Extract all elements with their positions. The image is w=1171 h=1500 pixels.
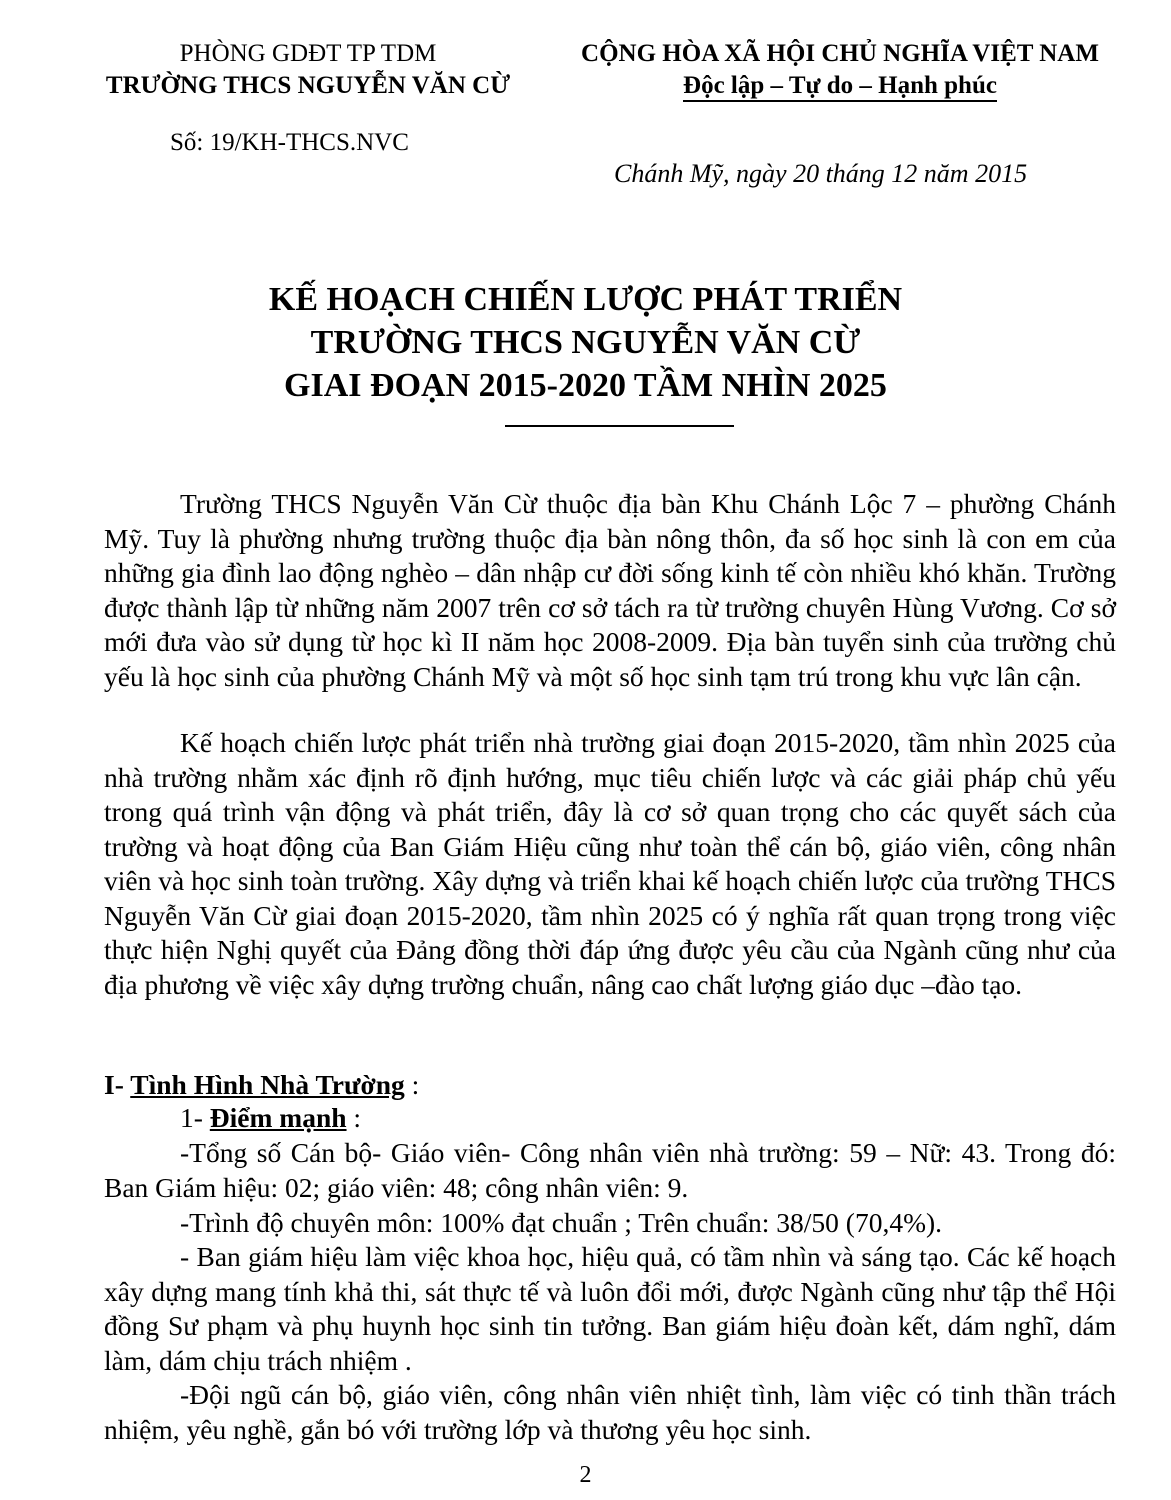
section-prefix: I- [104,1069,131,1100]
strength-item: - Ban giám hiệu làm việc khoa học, hiệu quả, có tầm nhìn và sáng tạo. Các kế hoạch xây dựng mang tính khả thi, sát thực tế và luôn đổi mới, được Ngành cũng như tập thể Hội đồng Sư phạm và phụ huynh học sinh tin tưởng. Ban giám hiệu đoàn kết, dám nghĩ, dám làm, dám chịu trách nhiệm . [104,1241,1116,1376]
authority-name: PHÒNG GDĐT TP TDM [179,40,437,67]
place-date: Chánh Mỹ, ngày 20 tháng 12 năm 2015 [614,159,1028,188]
subsection-title: Điểm mạnh [209,1102,347,1133]
section-colon: : [404,1069,420,1100]
title-divider [505,425,734,427]
intro-paragraph-1: Trường THCS Nguyễn Văn Cừ thuộc địa bàn Khu Chánh Lộc 7 – phường Chánh Mỹ. Tuy là phường nhưng trường thuộc địa bàn nông thôn, đa số học sinh là con em của những gia đình lao động nghèo – dân nhập cư đời sống kinh tế còn nhiều khó khăn. Trường được thành lập từ những năm 2007 trên cơ sở tách ra từ trường chuyên Hùng Vương. Cơ sở mới đưa vào sử dụng từ học kì II năm học 2008-2009. Địa bàn tuyển sinh của trường chủ yếu là học sinh của phường Chánh Mỹ và một số học sinh tạm trú trong khu vực lân cận. [104,488,1116,692]
section-heading [104,1069,419,1101]
strength-item: -Đội ngũ cán bộ, giáo viên, công nhân viên nhiệt tình, làm việc có tinh thần trách nhiệm, yêu nghề, gắn bó với trường lớp và thương yêu học sinh. [104,1379,1116,1445]
country-name: CỘNG HÒA XÃ HỘI CHỦ NGHĨA VIỆT NAM [581,40,1099,67]
subsection-heading [180,1102,361,1134]
document-number: Số: 19/KH-THCS.NVC [170,129,409,156]
national-motto: Độc lập – Tự do – Hạnh phúc [683,71,997,102]
subsection-prefix: 1- [180,1102,210,1133]
national-header [540,38,1140,102]
strength-item: -Tổng số Cán bộ- Giáo viên- Công nhân viên nhà trường: 59 – Nữ: 43. Trong đó: Ban Giám hiệu: 02; giáo viên: 48; công nhân viên: 9. [104,1137,1116,1203]
title-line-2: TRƯỜNG THCS NGUYỄN VĂN CỪ [310,324,861,361]
issuing-authority [80,38,536,102]
page-number: 2 [579,1462,592,1488]
school-name: TRƯỜNG THCS NGUYỄN VĂN CỪ [105,72,511,99]
intro-paragraph-2: Kế hoạch chiến lược phát triển nhà trường giai đoạn 2015-2020, tầm nhìn 2025 của nhà trường nhằm xác định rõ định hướng, mục tiêu chiến lược và các giải pháp chủ yếu trong quá trình vận động và phát triển, đây là cơ sở quan trọng cho các quyết sách của trường và hoạt động của Ban Giám Hiệu cũng như toàn thể cán bộ, giáo viên, công nhân viên và học sinh toàn trường. Xây dựng và triển khai kế hoạch chiến lược của trường THCS Nguyễn Văn Cừ giai đoạn 2015-2020, tầm nhìn 2025 có ý nghĩa rất quan trọng trong việc thực hiện Nghị quyết của Đảng đồng thời đáp ứng được yêu cầu của Ngành cũng như của địa phương về việc xây dựng trường chuẩn, nâng cao chất lượng giáo dục –đào tạo. [104,727,1116,1000]
title-line-1: KẾ HOẠCH CHIẾN LƯỢC PHÁT TRIỂN [268,281,903,318]
section-title: Tình Hình Nhà Trường [130,1069,405,1100]
subsection-colon: : [346,1102,362,1133]
title-line-3: GIAI ĐOẠN 2015-2020 TẦM NHÌN 2025 [284,367,887,404]
strength-item: -Trình độ chuyên môn: 100% đạt chuẩn ; Trên chuẩn: 38/50 (70,4%). [180,1207,943,1238]
document-title [0,278,1171,407]
